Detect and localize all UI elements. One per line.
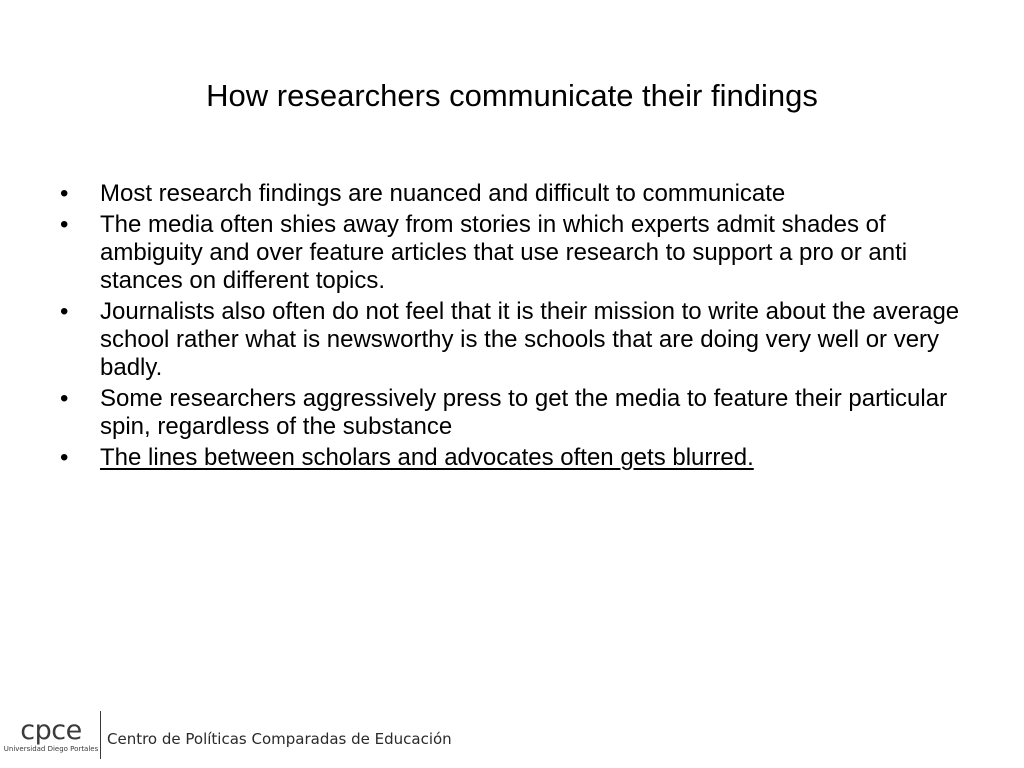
- footer-logo: [3, 708, 452, 762]
- bullet-marker: •: [60, 444, 69, 471]
- bullet-marker: •: [60, 180, 69, 207]
- bullet-marker: •: [60, 298, 69, 325]
- bullet-item: [60, 385, 985, 441]
- logo-divider: [100, 711, 101, 759]
- bullet-item: [60, 298, 985, 382]
- bullet-text-underlined: The lines between scholars and advocates often gets blurred.: [100, 444, 754, 471]
- organization-name: Centro de Políticas Comparadas de Educación: [107, 730, 452, 748]
- cpce-logo: [3, 714, 99, 754]
- bullet-text: Most research findings are nuanced and difficult to communicate: [100, 180, 786, 207]
- bullet-marker: •: [60, 385, 69, 412]
- bullet-text: Some researchers aggressively press to get the media to feature their particular spin, regardless of the substance: [100, 385, 948, 440]
- bullet-item: [60, 444, 985, 472]
- bullet-list: [60, 180, 985, 475]
- bullet-text: The media often shies away from stories in which experts admit shades of ambiguity and over feature articles that use research to support a pro or anti stances on different topics.: [100, 211, 908, 294]
- logo-word: cpce: [20, 714, 82, 746]
- bullet-item: [60, 211, 985, 295]
- logo-subtitle: Universidad Diego Portales: [3, 744, 99, 753]
- bullet-marker: •: [60, 211, 69, 238]
- slide-title: How researchers communicate their findings: [206, 78, 818, 113]
- bullet-item: [60, 180, 985, 208]
- bullet-text: Journalists also often do not feel that it is their mission to write about the average school rather what is newsworthy is the schools that are doing very well or very badly.: [100, 298, 960, 381]
